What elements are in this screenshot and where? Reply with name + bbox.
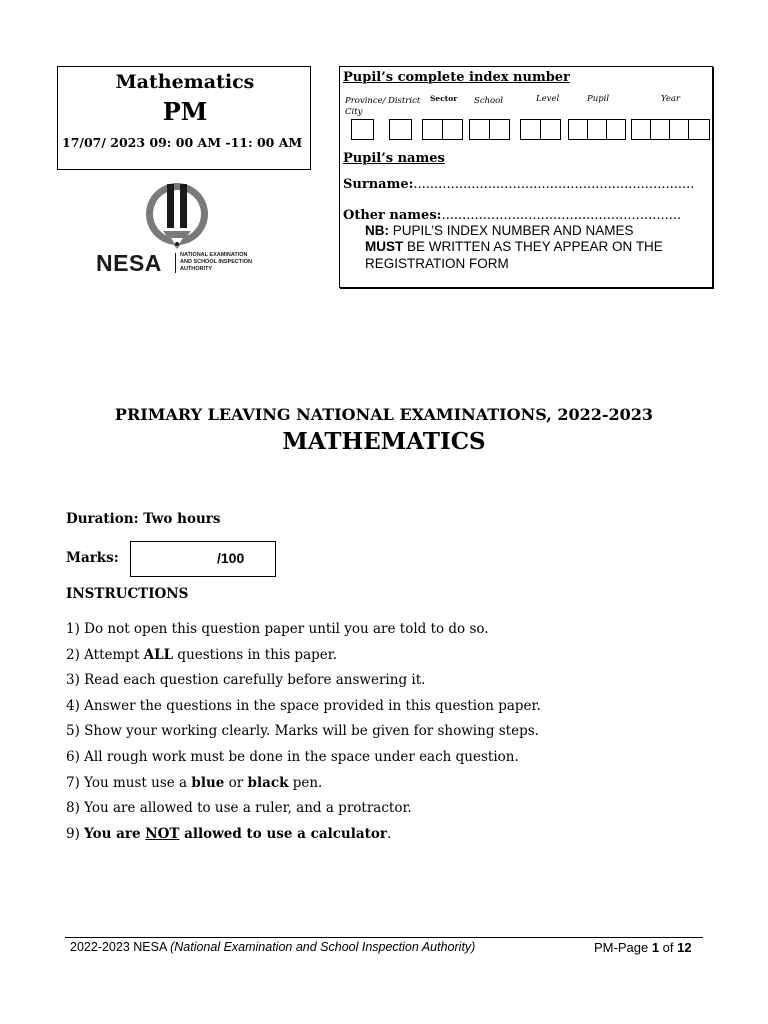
other-names-label: Other names: xyxy=(343,208,442,223)
instruction-1: 1) Do not open this question paper until you are told to do so. xyxy=(66,621,489,637)
exam-heading: PRIMARY LEAVING NATIONAL EXAMINATIONS, 2022-2023 xyxy=(114,405,654,424)
index-cell[interactable] xyxy=(489,119,510,140)
nesa-logo xyxy=(93,176,273,276)
marks-box[interactable] xyxy=(130,541,276,577)
footer-authority: 2022-2023 NESA (National Examination and School Inspection Authority) xyxy=(70,940,476,954)
instruction-8: 8) You are allowed to use a ruler, and a protractor. xyxy=(66,800,412,816)
label-district: District xyxy=(388,96,421,106)
label-city: City xyxy=(345,107,363,117)
footer-divider xyxy=(65,937,703,938)
nb-line-2: MUST BE WRITTEN AS THEY APPEAR ON THE xyxy=(365,239,663,254)
index-cell[interactable] xyxy=(587,119,607,140)
index-cell[interactable] xyxy=(442,119,463,140)
index-cell[interactable] xyxy=(688,119,710,140)
other-names-row[interactable] xyxy=(343,208,681,223)
marks-total: /100 xyxy=(217,550,245,566)
index-cell[interactable] xyxy=(650,119,670,140)
index-cell[interactable] xyxy=(422,119,443,140)
index-number-title: Pupil’s complete index number xyxy=(343,70,570,85)
label-pupil: Pupil xyxy=(587,94,610,104)
footer-page-number: PM-Page 1 of 12 xyxy=(594,940,692,955)
index-cell[interactable] xyxy=(631,119,651,140)
index-cell[interactable] xyxy=(389,119,412,140)
label-province: Province/ xyxy=(345,96,386,106)
subject-box xyxy=(57,66,311,170)
label-year: Year xyxy=(661,94,681,104)
must-label: MUST xyxy=(365,239,404,254)
label-school: School xyxy=(474,96,504,106)
instruction-5: 5) Show your working clearly. Marks will be given for showing steps. xyxy=(66,723,539,739)
label-sector: Sector xyxy=(430,94,458,103)
other-names-dots: .......................................................... xyxy=(441,208,682,223)
index-number-box xyxy=(339,66,713,288)
subject-title: Mathematics xyxy=(115,71,255,93)
exam-subject: MATHEMATICS xyxy=(282,428,486,455)
logo-subtitle: NATIONAL EXAMINATION AND SCHOOL INSPECTION AUTHORITY xyxy=(180,252,253,272)
marks-label: Marks: xyxy=(66,550,119,566)
index-cell[interactable] xyxy=(606,119,626,140)
index-cell[interactable] xyxy=(469,119,490,140)
nb-label: NB: xyxy=(365,223,389,238)
surname-row[interactable] xyxy=(343,177,694,192)
surname-dots: .................................................................... xyxy=(413,177,695,192)
logo-wordmark: NESA xyxy=(96,250,162,276)
instruction-6: 6) All rough work must be done in the space under each question. xyxy=(66,749,519,765)
pupil-names-title: Pupil’s names xyxy=(343,151,445,166)
duration: Duration: Two hours xyxy=(66,511,221,527)
instruction-3: 3) Read each question carefully before answering it. xyxy=(66,672,426,688)
paper-code: PM xyxy=(162,97,208,126)
logo-divider xyxy=(175,253,176,273)
instruction-2: 2) Attempt ALL questions in this paper. xyxy=(66,647,338,663)
instructions-title: INSTRUCTIONS xyxy=(66,586,189,602)
instruction-9: 9) You are NOT allowed to use a calculator. xyxy=(66,826,392,842)
nb-line-3: REGISTRATION FORM xyxy=(365,256,509,271)
index-cell[interactable] xyxy=(520,119,541,140)
instruction-7: 7) You must use a blue or black pen. xyxy=(66,775,323,791)
index-cell[interactable] xyxy=(540,119,561,140)
index-cell[interactable] xyxy=(568,119,588,140)
index-cell[interactable] xyxy=(669,119,689,140)
label-level: Level xyxy=(536,94,560,104)
surname-label: Surname: xyxy=(343,177,414,192)
instruction-4: 4) Answer the questions in the space provided in this question paper. xyxy=(66,698,541,714)
nb-line-1: NB: PUPIL’S INDEX NUMBER AND NAMES xyxy=(365,223,634,238)
index-cell[interactable] xyxy=(351,119,374,140)
exam-date-time: 17/07/ 2023 09: 00 AM -11: 00 AM xyxy=(62,135,303,150)
